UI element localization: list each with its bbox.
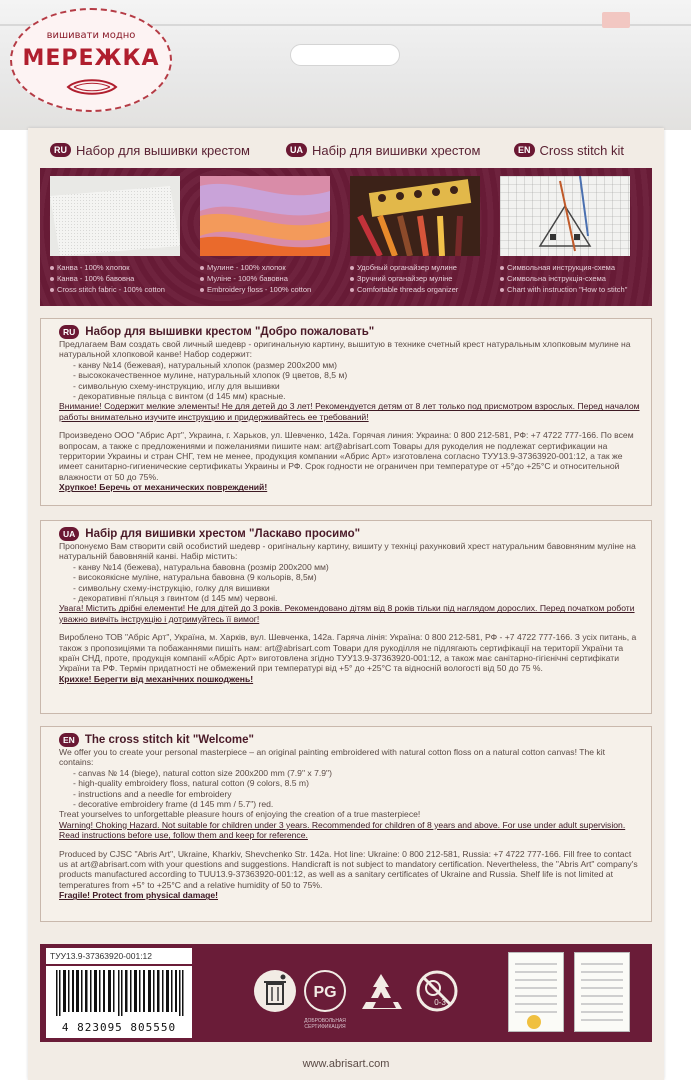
certificate-document-ru — [574, 952, 630, 1032]
language-header — [28, 128, 664, 168]
section-en — [40, 726, 652, 922]
section-ua-intro: Пропонуємо Вам створити свій особистий шедевр - оригінальну картину, вишиту у техніці рахунковий хрест натуральним бавовняним мулiне на натуральній бавовняній канві. Набір містить: — [59, 541, 636, 562]
recycle-icon — [358, 968, 404, 1014]
feature-line: Канва - 100% хлопок — [50, 262, 190, 273]
feature-line: Мулине - 100% хлопок — [200, 262, 340, 273]
section-en-item: - high-quality embroidery floss, natural cotton (9 colors, 8.5 m) — [73, 778, 309, 789]
section-ua-item: - канву №14 (бежева), натуральна бавовна (розмір 200x200 мм) — [73, 561, 329, 572]
section-en-item: - decorative embroidery frame (d 145 mm / 5.7") red. — [73, 799, 274, 810]
barcode — [46, 966, 192, 1038]
feature-line: Мулiне - 100% бавовна — [200, 273, 340, 284]
section-en-title: EN The cross stitch kit "Welcome" — [59, 733, 641, 747]
footer-band — [40, 944, 652, 1042]
feature-list-chart — [500, 262, 640, 295]
section-ru-item: - декоративные пяльца с винтом (d 145 мм) красные. — [73, 391, 286, 402]
section-ru — [40, 318, 652, 506]
tu-code-label: ТУУ13.9-37363920-001:12 — [46, 948, 192, 964]
thread-skein-icon — [64, 76, 120, 98]
section-ua-item: - декоративні п'яльця з гвинтом (d 145 мм) червоні. — [73, 593, 278, 604]
canvas-photo — [50, 176, 180, 256]
feature-line: Символьна інструкція-схема — [500, 273, 640, 284]
section-en-intro: We offer you to create your personal masterpiece – an original painting embroidered with natural cotton floss on a natural cotton canvas! The kit contains: — [59, 747, 606, 768]
floss-photo — [200, 176, 330, 256]
lang-header-ua — [286, 142, 480, 158]
section-ua-item: - високоякісне мулiне, натуральна бавовна (9 кольорів, 8,5м) — [73, 572, 317, 583]
chart-photo — [500, 176, 630, 256]
lang-header-en — [514, 142, 624, 158]
lang-badge-ua: UA — [286, 143, 307, 157]
section-ua-warning: Увага! Містить дрібні елементи! Не для дітей до 3 років. Рекомендовано дітям від 8 років тільки під наглядом дорослих. Перед початком роботи уважно вивчіть інструкцію і дотримуйтесь її вимог! — [59, 603, 635, 624]
section-ua-item: - символьну схему-інструкцію, голку для вишивки — [73, 582, 270, 593]
pg-certification-icon — [302, 968, 348, 1014]
feature-line: Символьная инструкция-схема — [500, 262, 640, 273]
lang-badge-ru: RU — [50, 143, 71, 157]
hang-hole — [290, 44, 400, 66]
product-card — [28, 128, 664, 1080]
website-url: www.abrisart.com — [302, 1058, 390, 1070]
section-ua-producer: Вироблено ТОВ "Абріс Арт", Україна, м. Харків, вул. Шевченка, 142а. Гаряча лінія: Україна: 0 800 212-581, РФ - +7 4722 777-166. З усіх питань, а також з пропозиціями та побажаннями пишіть нам: art@abrisart.com Товари для рукоділля не підлягають сертифікації на території України та країн СНД, проте, продукція компанії «Абріс Арт» виготовлена згідно ТУУ13.9-37363920-001:12, а також має санітарно-гігієнічні сертифікати України та РФ. Термін придатності не обмежений при температурі від +5° до +25°С та відносній вологості від 50 до 75 %. — [59, 632, 637, 674]
section-ru-fragile: Хрупкое! Беречь от механических повреждений! — [59, 482, 268, 493]
organizer-photo — [350, 176, 480, 256]
section-ru-intro: Предлагаем Вам создать свой личный шедевр - оригинальную картину, вышитую в технике счетный крест натуральным хлопковым мулине на натуральной хлопковой канве! Набор содержит: — [59, 339, 631, 360]
section-ru-item: - канву №14 (бежевая), натуральный хлопок (размер 200x200 мм) — [73, 359, 338, 370]
lang-badge-en: EN — [514, 143, 535, 157]
barcode-number: 4 823095 805550 — [61, 1021, 177, 1034]
features-band — [40, 168, 652, 306]
section-ru-item: - символьную схему-инструкцию, иглу для вышивки — [73, 380, 280, 391]
feature-line: Зручний органайзер мулiне — [350, 273, 490, 284]
feature-line: Cross stitch fabric - 100% cotton — [50, 284, 190, 295]
section-ua — [40, 520, 652, 714]
certificate-seal — [527, 1015, 541, 1029]
feature-line: Embroidery floss - 100% cotton — [200, 284, 340, 295]
feature-list-floss — [200, 262, 340, 295]
section-ru-warning: Внимание! Содержит мелкие элементы! Не для детей до 3 лет! Рекомендуется детям от 8 лет только под присмотром взрослых. Перед началом работы внимательно изучите инструкцию и придерживайтесь ее требований! — [59, 401, 640, 422]
section-en-warning: Warning! Choking Hazard. Not suitable for children under 3 years. Recommended for children of 8 years and above. For use under adult supervision. Read instructions before use, follow them and keep for reference. — [59, 819, 626, 841]
feature-line: Канва - 100% бавовна — [50, 273, 190, 284]
feature-line: Удобный органайзер мулине — [350, 262, 490, 273]
section-en-item: - instructions and a needle for embroidery — [73, 788, 232, 799]
trash-bin-icon — [252, 968, 298, 1014]
section-ru-producer: Произведено ООО "Абрис Арт", Украина, г. Харьков, ул. Шевченко, 142а. Горячая линия: Украина: 0 800 212-581, РФ: +7 4722 777-166. По всем вопросам, а также с предложениями и пожеланиями пишите нам: art@abrisart.com Товары для рукоделия не подлежат сертификации на территории Украины и стран СНГ, тем не менее, продукция компании «Абрис Арт» изготовлена согласно ТУУ13.9-37363920-001:12, а так же имеет санитарно-гигиенические сертификаты Украины и РФ. Срок годности не ограничен при температуре от +5°до +25°С и относительной влажности от 50 до 75%. — [59, 430, 634, 482]
no-small-children-icon — [414, 968, 460, 1014]
section-ua-fragile: Крихке! Берегти від механічних пошкоджень! — [59, 673, 254, 684]
merezhka-logo — [10, 8, 172, 112]
section-ru-item: - высококачественное мулине, натуральный хлопок (9 цветов, 8,5 м) — [73, 370, 348, 381]
corner-sticker — [602, 12, 630, 28]
section-en-item: - canvas № 14 (biege), natural cotton size 200x200 mm (7.9" x 7.9") — [73, 767, 332, 778]
section-ua-title: UA Набір для вишивки хрестом "Ласкаво просимо" — [59, 527, 641, 541]
lang-header-ru-label: Набор для вышивки крестом — [76, 142, 250, 158]
feature-line: Chart with instruction "How to stitch" — [500, 284, 640, 295]
section-en-fragile: Fragile! Protect from physical damage! — [59, 890, 219, 901]
age-mark: 0-3 — [434, 998, 446, 1007]
feature-line: Comfortable threads organizer — [350, 284, 490, 295]
svg-text:PG: PG — [313, 984, 337, 1001]
lang-header-ru — [50, 142, 250, 158]
lang-header-en-label: Cross stitch kit — [539, 142, 625, 158]
barcode-bars — [56, 970, 184, 1016]
lang-badge-ru: RU — [59, 325, 79, 339]
lang-header-ua-label: Набір для вишивки хрестом — [312, 142, 481, 158]
logo-tagline: вишивати модно — [46, 30, 136, 41]
section-en-producer: Produced by CJSC "Abris Art", Ukraine, Kharkiv, Shevchenko Str. 142a. Hot line: Ukraine: 0 800 212-581, Russia: +7 4722 777-166. Fill free to contact us at art@abrisart.com with your questions and suggestions. Handicraft is not subject to mandatory certification. Nevertheless, the "Abris Art" company's products manufactured according to TUU13.9-37363920-001:12, as well as a sanitary certificates of Ukraine and Russia. Shelf life is not limited at temperatures from +5° to +25°C and a relative humidity of 50 to 75%. — [59, 848, 638, 890]
section-en-treat: Treat yourselves to unforgettable pleasure hours of enjoying the creation of a true masterpiece! — [59, 809, 421, 820]
lang-badge-en: EN — [59, 733, 79, 747]
lang-badge-ua: UA — [59, 527, 79, 541]
pg-caption: ДОБРОВОЛЬНАЯ СЕРТИФИКАЦИЯ — [304, 1018, 346, 1030]
logo-name: МЕРЕЖКА — [22, 46, 160, 71]
feature-list-organizer — [350, 262, 490, 295]
section-ru-title: RU Набор для вышивки крестом "Добро пожаловать" — [59, 325, 641, 339]
feature-list-canvas — [50, 262, 190, 295]
certificate-document-ua — [508, 952, 564, 1032]
